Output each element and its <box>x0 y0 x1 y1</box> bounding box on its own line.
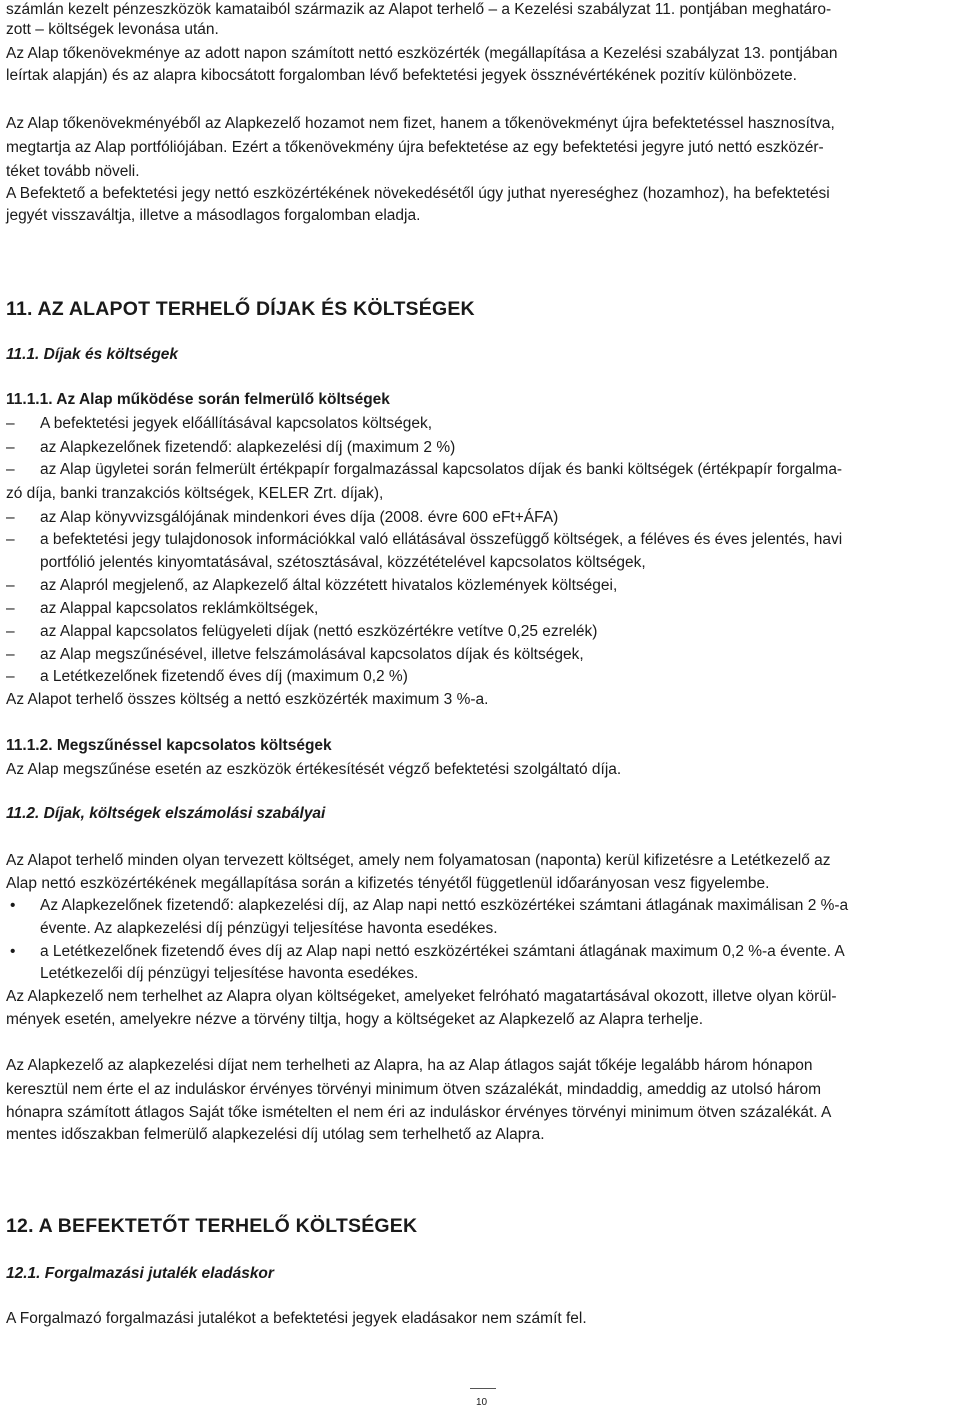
sales-commission-text: A Forgalmazó forgalmazási jutalékot a befektetési jegyek eladásakor nem számít fel. <box>6 1310 587 1327</box>
capital-line-4: mentes időszakban felmerülő alapkezelési díj utólag sem terhelhető az Alapra. <box>6 1126 545 1143</box>
section-11-heading: 11. AZ ALAPOT TERHELŐ DÍJAK ÉS KÖLTSÉGEK <box>6 298 475 320</box>
capital-line-2: keresztül nem érte el az induláskor érvényes törvényi minimum ötven százalékát, mindaddig, ameddig az utolsó három <box>6 1081 821 1098</box>
cost-item-dash: – <box>6 577 15 594</box>
reinvest-line-2: megtartja az Alap portfóliójában. Ezért a tőkenövekmény újra befektetése az egy befektetési jegyre jutó nettó eszközér- <box>6 139 824 156</box>
cost-item-dash: – <box>6 509 15 526</box>
bullet-dot: • <box>10 943 16 960</box>
cost-item-2: az Alapkezelőnek fizetendő: alapkezelési díj (maximum 2 %) <box>40 439 456 456</box>
capital-line-1: Az Alapkezelő az alapkezelési díjat nem terhelheti az Alapra, ha az Alap átlagos saját tőkéje legalább három hónapon <box>6 1057 813 1074</box>
bullet-1-line-1: Az Alapkezelőnek fizetendő: alapkezelési díj, az Alap napi nettó eszközértékei számtani átlagának maximálisan 2 %-a <box>40 897 849 914</box>
bullet-1-line-2: évente. Az alapkezelési díj pénzügyi teljesítése havonta esedékes. <box>40 920 498 937</box>
cost-item-dash: – <box>6 623 15 640</box>
cost-item-9: az Alap megszűnésével, illetve felszámolásával kapcsolatos díjak és költségek, <box>40 646 584 663</box>
section-12-1-heading: 12.1. Forgalmazási jutalék eladáskor <box>6 1265 274 1282</box>
cost-item-dash: – <box>6 600 15 617</box>
settle-line-2: Alap nettó eszközértékének megállapítása során a kifizetés tényétől függetlenül időarányosan vesz figyelembe. <box>6 875 770 892</box>
cost-item-3-cont: zó díja, banki tranzakciós költségek, KELER Zrt. díjak), <box>6 485 384 502</box>
conduct-line-2: mények esetén, amelyekre nézve a törvény tiltja, hogy a költségeket az Alapkezelő az Alapra terhelje. <box>6 1011 704 1028</box>
cost-item-5-cont: portfólió jelentés kinyomtatásával, szétosztásával, közzétételével kapcsolatos költségek, <box>40 554 646 571</box>
page-number: 10 <box>476 1397 488 1408</box>
capital-line-3: hónapra számított átlagos Saját tőke ismételten el nem éri az induláskor érvényes törvényi minimum ötven százalékát. A <box>6 1104 832 1121</box>
cost-item-8: az Alappal kapcsolatos felügyeleti díjak (nettó eszközértékre vetítve 0,25 ezrelék) <box>40 623 598 640</box>
cost-item-7: az Alappal kapcsolatos reklámköltségek, <box>40 600 319 617</box>
cost-item-10: a Letétkezelőnek fizetendő éves díj (maximum 0,2 %) <box>40 668 408 685</box>
cost-item-dash: – <box>6 646 15 663</box>
settle-line-1: Az Alapot terhelő minden olyan tervezett költséget, amely nem folyamatosan (naponta) kerül kifizetésre a Letétkezelő az <box>6 852 831 869</box>
cost-item-dash: – <box>6 439 15 456</box>
cost-item-dash: – <box>6 668 15 685</box>
section-11-2-heading: 11.2. Díjak, költségek elszámolási szabályai <box>6 805 326 822</box>
intro-line-3: Az Alap tőkenövekménye az adott napon számított nettó eszközérték (megállapítása a Kezelési szabályzat 13. pontjában <box>6 45 838 62</box>
reinvest-line-3: téket tovább növeli. <box>6 163 140 180</box>
cost-item-1: A befektetési jegyek előállításával kapcsolatos költségek, <box>40 415 433 432</box>
cost-item-6: az Alapról megjelenő, az Alapkezelő által közzétett hivatalos közlemények költségei, <box>40 577 618 594</box>
cost-item-4: az Alap könyvvizsgálójának mindenkori éves díja (2008. évre 600 eFt+ÁFA) <box>40 509 559 526</box>
termination-text: Az Alap megszűnése esetén az eszközök értékesítését végző befektetési szolgáltató díja. <box>6 761 622 778</box>
bullet-2-line-2: Letétkezelői díj pénzügyi teljesítése havonta esedékes. <box>40 965 419 982</box>
reinvest-line-1: Az Alap tőkenövekményéből az Alapkezelő hozamot nem fizet, hanem a tőkenövekményt újra befektetéssel hasznosítva, <box>6 115 835 132</box>
section-12-heading: 12. A BEFEKTETŐT TERHELŐ KÖLTSÉGEK <box>6 1215 418 1237</box>
cost-item-dash: – <box>6 415 15 432</box>
section-11-1-1-heading: 11.1.1. Az Alap működése során felmerülő költségek <box>6 391 390 408</box>
cost-item-5: a befektetési jegy tulajdonosok információkkal való ellátásával összefüggő költségek, a féléves és éves jelentés, havi <box>40 531 843 548</box>
intro-line-4: leírtak alapján) és az alapra kibocsátott forgalomban lévő befektetési jegyek össznévértékének pozitív különbözete. <box>6 67 797 84</box>
cost-item-3: az Alap ügyletei során felmerült értékpapír forgalmazással kapcsolatos díjak és banki költségek (értékpapír forgalma- <box>40 461 843 478</box>
reinvest-line-4: A Befektető a befektetési jegy nettó eszközértékének növekedésétől úgy juthat nyereséghez (hozamhoz), ha befektetési <box>6 185 830 202</box>
conduct-line-1: Az Alapkezelő nem terhelhet az Alapra olyan költségeket, amelyeket felróható magatartásával okozott, illetve olyan körül- <box>6 988 837 1005</box>
section-11-1-2-heading: 11.1.2. Megszűnéssel kapcsolatos költségek <box>6 737 332 754</box>
cost-total: Az Alapot terhelő összes költség a nettó eszközérték maximum 3 %-a. <box>6 691 489 708</box>
bullet-2-line-1: a Letétkezelőnek fizetendő éves díj az Alap napi nettó eszközértékei számtani átlagának maximum 0,2 %-a évente. A <box>40 943 845 960</box>
cost-item-dash: – <box>6 531 15 548</box>
reinvest-line-5: jegyét visszaváltja, illetve a másodlagos forgalomban eladja. <box>6 207 421 224</box>
footer-rule <box>470 1388 496 1389</box>
bullet-dot: • <box>10 897 16 914</box>
section-11-1-heading: 11.1. Díjak és költségek <box>6 346 179 363</box>
intro-line-2: zott – költségek levonása után. <box>6 21 219 38</box>
intro-line-1: számlán kezelt pénzeszközök kamataiból származik az Alapot terhelő – a Kezelési szabályzat 11. pontjában meghatáro- <box>6 1 832 18</box>
cost-item-dash: – <box>6 461 15 478</box>
